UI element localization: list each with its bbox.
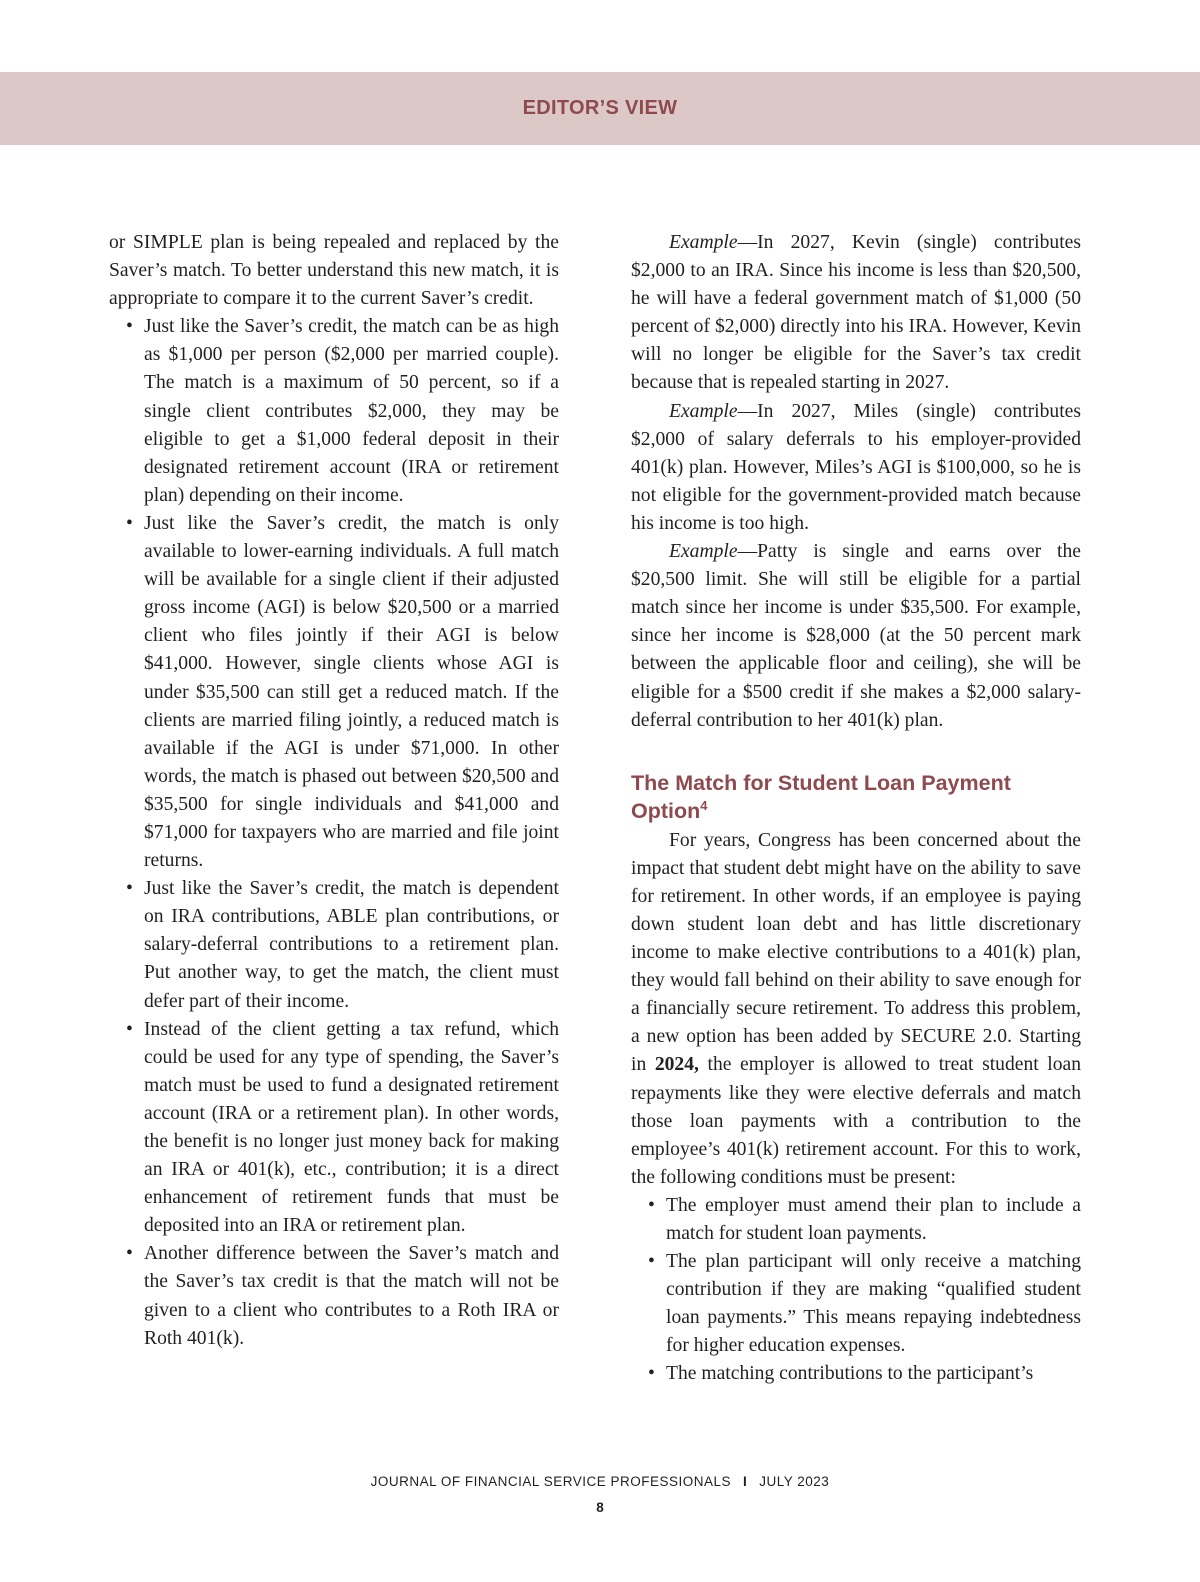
list-item: • Just like the Saver’s credit, the match can be as high as $1,000 per person ($2,000 per married couple). The match is a maximum of 50 percent, so if a single client contributes $2,000, they may be eligible to get a $1,000 federal deposit in their designated retirement account (IRA or retirement plan) depending on their income. bbox=[109, 313, 559, 510]
page-number: 8 bbox=[596, 1500, 604, 1515]
list-item: • Just like the Saver’s credit, the match is only available to lower-earning individuals. A full match will be available for a single client if their adjusted gross income (AGI) is below $20,500 or a married client who files jointly if their AGI is below $41,000. However, single clients whose AGI is under $35,500 can still get a reduced match. If the clients are married filing jointly, a reduced match is available if the AGI is under $71,000. In other words, the match is phased out between $20,500 and $35,500 for single individuals and $41,000 and $71,000 for taxpayers who are married and file joint returns. bbox=[109, 510, 559, 875]
list-item: • Instead of the client getting a tax refund, which could be used for any type of spending, the Saver’s match must be used to fund a designated retirement account (IRA or a retirement plan). In other words, the benefit is no longer just money back for making an IRA or 401(k), etc., contribution; it is a direct enhancement of retirement funds that must be deposited into an IRA or retirement plan. bbox=[109, 1016, 559, 1241]
bold-year: 2024, bbox=[654, 1054, 699, 1076]
section-heading-text: The Match for Student Loan Payment Option bbox=[631, 770, 1011, 823]
example-paragraph bbox=[631, 398, 1081, 538]
example-paragraph bbox=[631, 538, 1081, 735]
issue-date: JULY 2023 bbox=[759, 1474, 830, 1489]
example-label: Example bbox=[669, 232, 738, 253]
list-item: • The matching contributions to the participant’s bbox=[631, 1360, 1081, 1388]
example-text: —In 2027, Kevin (single) contributes $2,000 to an IRA. Since his income is less than $20,500, he will have a federal government match of $1,000 (50 percent of $2,000) directly into his IRA. However, Kevin will no longer be eligible for the Saver’s tax credit because that is repealed starting in 2027. bbox=[631, 232, 1081, 394]
page-footer bbox=[0, 1474, 1200, 1489]
intro-paragraph: or SIMPLE plan is being repealed and replaced by the Saver’s match. To better understand this new match, it is appropriate to compare it to the current Saver’s credit. bbox=[109, 232, 559, 310]
list-item: • Another difference between the Saver’s match and the Saver’s tax credit is that the match will not be given to a client who contributes to a Roth IRA or Roth 401(k). bbox=[109, 1240, 559, 1352]
section-banner bbox=[0, 72, 1200, 145]
section-heading bbox=[631, 769, 1081, 825]
journal-name: JOURNAL OF FINANCIAL SERVICE PROFESSIONALS bbox=[370, 1474, 731, 1489]
body-paragraph bbox=[631, 827, 1081, 1192]
footer-separator: I bbox=[743, 1474, 748, 1489]
comparison-list bbox=[109, 313, 559, 1352]
example-text: —In 2027, Miles (single) contributes $2,000 of salary deferrals to his employer-provided 401(k) plan. However, Miles’s AGI is $100,000, so he is not eligible for the government-provided match because his income is too high. bbox=[631, 400, 1081, 534]
body-text: For years, Congress has been concerned about the impact that student debt might have on the ability to save for retirement. In other words, if an employee is paying down student loan debt and has little discretionary income to make elective contributions to a 401(k) plan, they would fall behind on their ability to save enough for a financially secure retirement. To address this problem, a new option has been added by SECURE 2.0. Starting in bbox=[631, 829, 1081, 1076]
example-label: Example bbox=[669, 400, 738, 422]
example-paragraph bbox=[631, 229, 1081, 398]
footnote-marker: 4 bbox=[700, 797, 708, 813]
right-column bbox=[631, 229, 1081, 1389]
list-item: • Just like the Saver’s credit, the match is dependent on IRA contributions, ABLE plan contributions, or salary-deferral contributions to a retirement plan. Put another way, to get the match, the client must defer part of their income. bbox=[109, 875, 559, 1015]
example-text: —Patty is single and earns over the $20,500 limit. She will still be eligible for a partial match since her income is under $35,500. For example, since her income is $28,000 (at the 50 percent mark between the applicable floor and ceiling), she will be eligible for a $500 credit if she makes a $2,000 salary-deferral contribution to her 401(k) plan. bbox=[631, 541, 1081, 731]
body-text: the employer is allowed to treat student loan repayments like they were elective deferrals and match those loan payments with a contribution to the employee’s 401(k) retirement account. For this to work, the following conditions must be present: bbox=[631, 1054, 1081, 1188]
example-label: Example bbox=[669, 541, 738, 563]
conditions-list bbox=[631, 1192, 1081, 1389]
left-column bbox=[109, 229, 559, 1353]
list-item: • The plan participant will only receive a matching contribution if they are making “qualified student loan payments.” This means repaying indebtedness for higher education expenses. bbox=[631, 1248, 1081, 1360]
section-title: EDITOR’S VIEW bbox=[522, 97, 678, 119]
list-item: • The employer must amend their plan to include a match for student loan payments. bbox=[631, 1192, 1081, 1248]
